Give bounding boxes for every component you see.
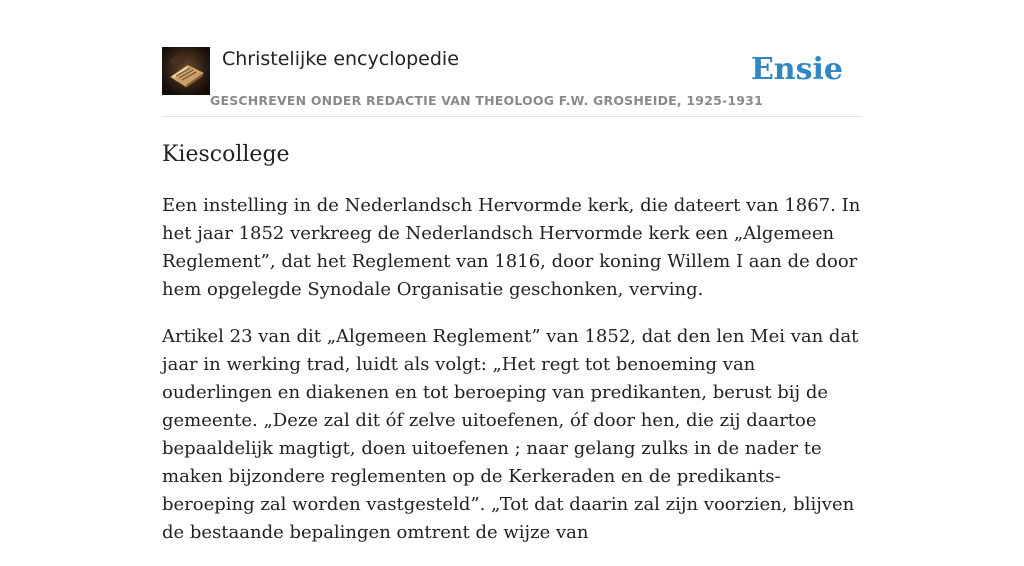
article <box>162 138 862 566</box>
article-title: Kiescollege <box>162 142 290 167</box>
site-header <box>162 46 862 117</box>
article-paragraph: Artikel 23 van dit „Algemeen Reglement” van 1852, dat den len Mei van dat jaar in werking trad, luidt als volgt: „Het regt tot benoeming van ouderlingen en diakenen en tot beroeping van predikanten, berust bij de gemeente. „Deze zal dit óf zelve uitoefenen, óf door hen, die zij daartoe bepaaldelijk magtigt, doen uitoefenen ; naar gelang zulks in de nader te maken bijzondere reglementen op de Kerkeraden en de predikants-beroeping zal worden vastgesteld”. „Tot dat daarin zal zijn voorzien, blijven de bestaande bepalingen omtrent de wijze van <box>162 326 859 543</box>
site-title[interactable]: Christelijke encyclopedie <box>222 48 459 70</box>
avatar[interactable] <box>162 47 210 95</box>
site-subtitle: GESCHREVEN ONDER REDACTIE VAN THEOLOOG F.W. GROSHEIDE, 1925-1931 <box>210 93 763 108</box>
brand-logo[interactable]: Ensie <box>750 52 843 87</box>
article-paragraph: Een instelling in de Nederlandsch Hervormde kerk, die dateert van 1867. In het jaar 1852 verkreeg de Nederlandsch Hervormde kerk een „Algemeen Reglement”, dat het Reglement van 1816, door koning Willem I aan de door hem opgelegde Synodale Organisatie geschonken, verving. <box>162 195 861 300</box>
book-photo-icon <box>162 47 210 95</box>
